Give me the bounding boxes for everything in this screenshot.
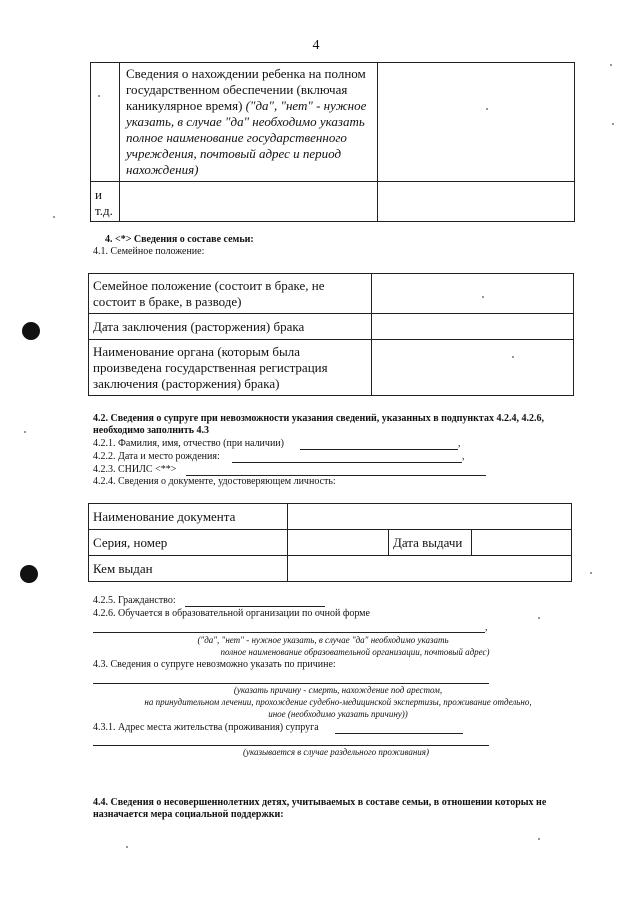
section4-2-heading: 4.2. Сведения о супруге при невозможности указания сведений, указанных в подпунктах 4.2.4, 4.2.6, необходимо заполнить 4.3	[93, 413, 544, 436]
scan-speck	[486, 108, 488, 110]
care-info-label	[120, 63, 378, 182]
care-info-plain: Сведения о нахождении ребенка на полном государственном обеспечении (включая каникулярное время)	[126, 66, 366, 113]
section4-4-heading: 4.4. Сведения о несовершеннолетних детях, учитываемых в составе семьи, в отношении которых не назначается мера социальной поддержки:	[93, 797, 547, 820]
field-4-2-2-line[interactable]	[232, 462, 462, 463]
field-4-3-1-line-b[interactable]	[93, 745, 489, 746]
etc-label: и т.д.	[91, 182, 120, 222]
issue-date-label: Дата выдачи	[389, 530, 472, 556]
scan-speck	[538, 838, 540, 840]
marriage-date-label: Дата заключения (расторжения) брака	[89, 314, 372, 340]
registry-office-value[interactable]	[372, 340, 574, 396]
issued-by-label: Кем выдан	[89, 556, 288, 582]
marriage-date-value[interactable]	[372, 314, 574, 340]
child-care-table	[90, 62, 575, 222]
field-4-2-5-line[interactable]	[185, 606, 325, 607]
scan-speck	[482, 296, 484, 298]
scan-speck	[590, 572, 592, 574]
field-4-2-6-label: 4.2.6. Обучается в образовательной организации по очной форме	[93, 608, 370, 619]
field-4-3-1-label: 4.3.1. Адрес места жительства (проживания) супруга	[93, 722, 319, 733]
field-4-3-1-line-a[interactable]	[335, 733, 463, 734]
section4-3-line[interactable]	[93, 683, 489, 684]
doc-name-value[interactable]	[288, 504, 572, 530]
section4-3-label: 4.3. Сведения о супруге невозможно указать по причине:	[93, 659, 336, 670]
scan-speck	[612, 123, 614, 125]
field-4-2-6-caption-1: ("да", "нет" - нужное указать, в случае "да" необходимо указать	[197, 635, 449, 645]
section4-3-caption-2: на принудительном лечении, прохождение судебно-медицинской экспертизы, проживание отдельно,	[144, 697, 532, 707]
marital-status-label: Семейное положение (состоит в браке, не состоит в браке, в разводе)	[89, 274, 372, 314]
registry-office-label: Наименование органа (которым была произведена государственная регистрация заключения (расторжения) брака)	[89, 340, 372, 396]
field-4-2-6-line[interactable]	[93, 632, 485, 633]
comma: ,	[458, 438, 461, 449]
section4-3-caption-1: (указать причину - смерть, нахождение под арестом,	[233, 685, 443, 695]
section4-heading: 4. <*> Сведения о составе семьи:	[105, 234, 254, 245]
issued-by-value[interactable]	[288, 556, 572, 582]
punch-hole-1	[22, 322, 40, 340]
field-4-3-1-caption: (указывается в случае раздельного проживания)	[243, 747, 429, 757]
scan-speck	[24, 431, 26, 433]
etc-value[interactable]	[378, 182, 575, 222]
field-4-2-5-label: 4.2.5. Гражданство:	[93, 595, 176, 606]
field-4-2-2-label: 4.2.2. Дата и место рождения:	[93, 451, 220, 462]
id-document-table	[88, 503, 572, 582]
section4-1-label: 4.1. Семейное положение:	[93, 246, 205, 257]
scan-speck	[98, 95, 100, 97]
comma: ,	[462, 451, 465, 462]
marital-status-value[interactable]	[372, 274, 574, 314]
issue-date-value[interactable]	[472, 530, 572, 556]
series-label: Серия, номер	[89, 530, 288, 556]
punch-hole-2	[20, 565, 38, 583]
scan-speck	[538, 617, 540, 619]
scan-speck	[53, 216, 55, 218]
field-4-2-6-caption-2: полное наименование образовательной организации, почтовый адрес)	[220, 647, 490, 657]
doc-name-label: Наименование документа	[89, 504, 288, 530]
field-4-2-3-label: 4.2.3. СНИЛС <**>	[93, 464, 177, 475]
scan-speck	[126, 846, 128, 848]
field-4-2-1-label: 4.2.1. Фамилия, имя, отчество (при наличии)	[93, 438, 284, 449]
series-value[interactable]	[288, 530, 389, 556]
scan-speck	[512, 356, 514, 358]
field-4-2-4-label: 4.2.4. Сведения о документе, удостоверяющем личность:	[93, 476, 336, 487]
care-info-italic: ("да", "нет" - нужное указать, в случае "да" необходимо указать полное наименование государственного учреждения, почтовый адрес и период нахождения)	[126, 98, 367, 177]
comma: ,	[485, 622, 488, 633]
scan-speck	[610, 64, 612, 66]
marital-status-table	[88, 273, 574, 396]
care-info-value[interactable]	[378, 63, 575, 182]
section4-3-caption-3: иное (необходимо указать причину))	[268, 709, 408, 719]
etc-cell[interactable]	[120, 182, 378, 222]
page-number: 4	[312, 38, 320, 53]
field-4-2-1-line[interactable]	[300, 449, 458, 450]
row-number-cell	[91, 63, 120, 182]
